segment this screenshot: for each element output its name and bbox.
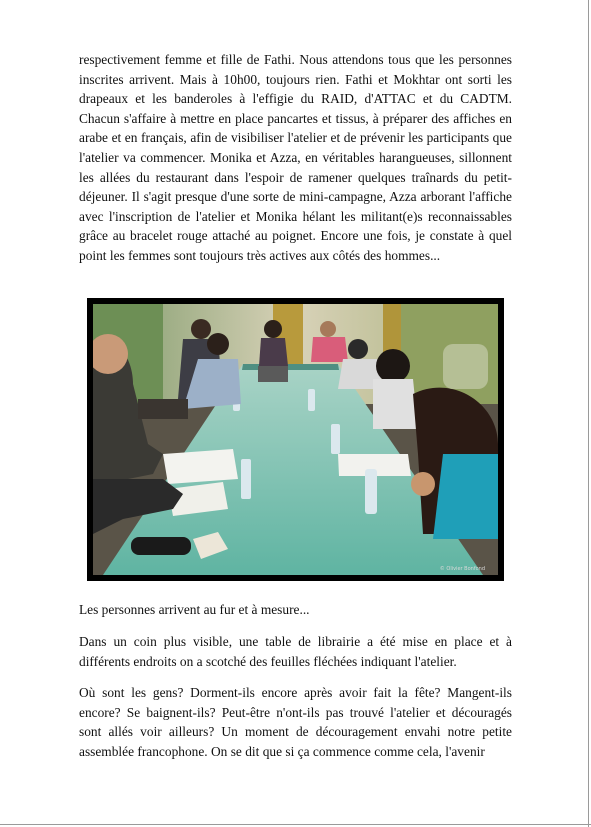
meeting-photo	[87, 298, 504, 581]
body-paragraph: Où sont les gens? Dorment-ils encore après avoir fait la fête? Mangent-ils encore? Se baignent-ils? Peut-être n'ont-ils pas trouvé l'atelier et découragés sont allés voir ailleurs? Un moment de découragement envahi notre petite assemblée francophone. On se dit que si ça commence comme cela, l'avenir	[79, 685, 512, 759]
page-edge	[588, 0, 589, 827]
body-paragraph: respectivement femme et fille de Fathi. Nous attendons tous que les personnes inscrites arrivent. Mais à 10h00, toujours rien. Fathi et Mokhtar ont sorti les drapeaux et les banderoles à l'effigie du RAID, d'ATTAC et du CADTM. Chacun s'affaire à mettre en place pancartes et tissus, à préparer des affiches en arabe et en français, afin de visibiliser l'atelier et de prévenir les participants que l'atelier va commencer. Monika et Azza, en véritables harangueuses, sillonnent les allées du restaurant dans l'espoir de ramener quelques traînards du petit-déjeuner. Il s'agit presque d'une sorte de mini-campagne, Azza arborant l'affiche avec l'inscription de l'atelier et Monika hélant les militant(e)s reconnaissables grâce au bracelet rouge attaché au poignet. Encore une fois, je constate à quel point les femmes sont toujours très actives aux côtés des hommes...	[79, 52, 512, 263]
photo-caption: Les personnes arrivent au fur et à mesure...	[79, 602, 310, 617]
photo-credit: © Olivier Bonfond	[439, 566, 485, 572]
page-edge	[0, 824, 591, 825]
body-paragraph: Dans un coin plus visible, une table de librairie a été mise en place et à différents endroits on a scotché des feuilles fléchées indiquant l'atelier.	[79, 634, 512, 669]
meeting-photo-image	[93, 304, 498, 575]
